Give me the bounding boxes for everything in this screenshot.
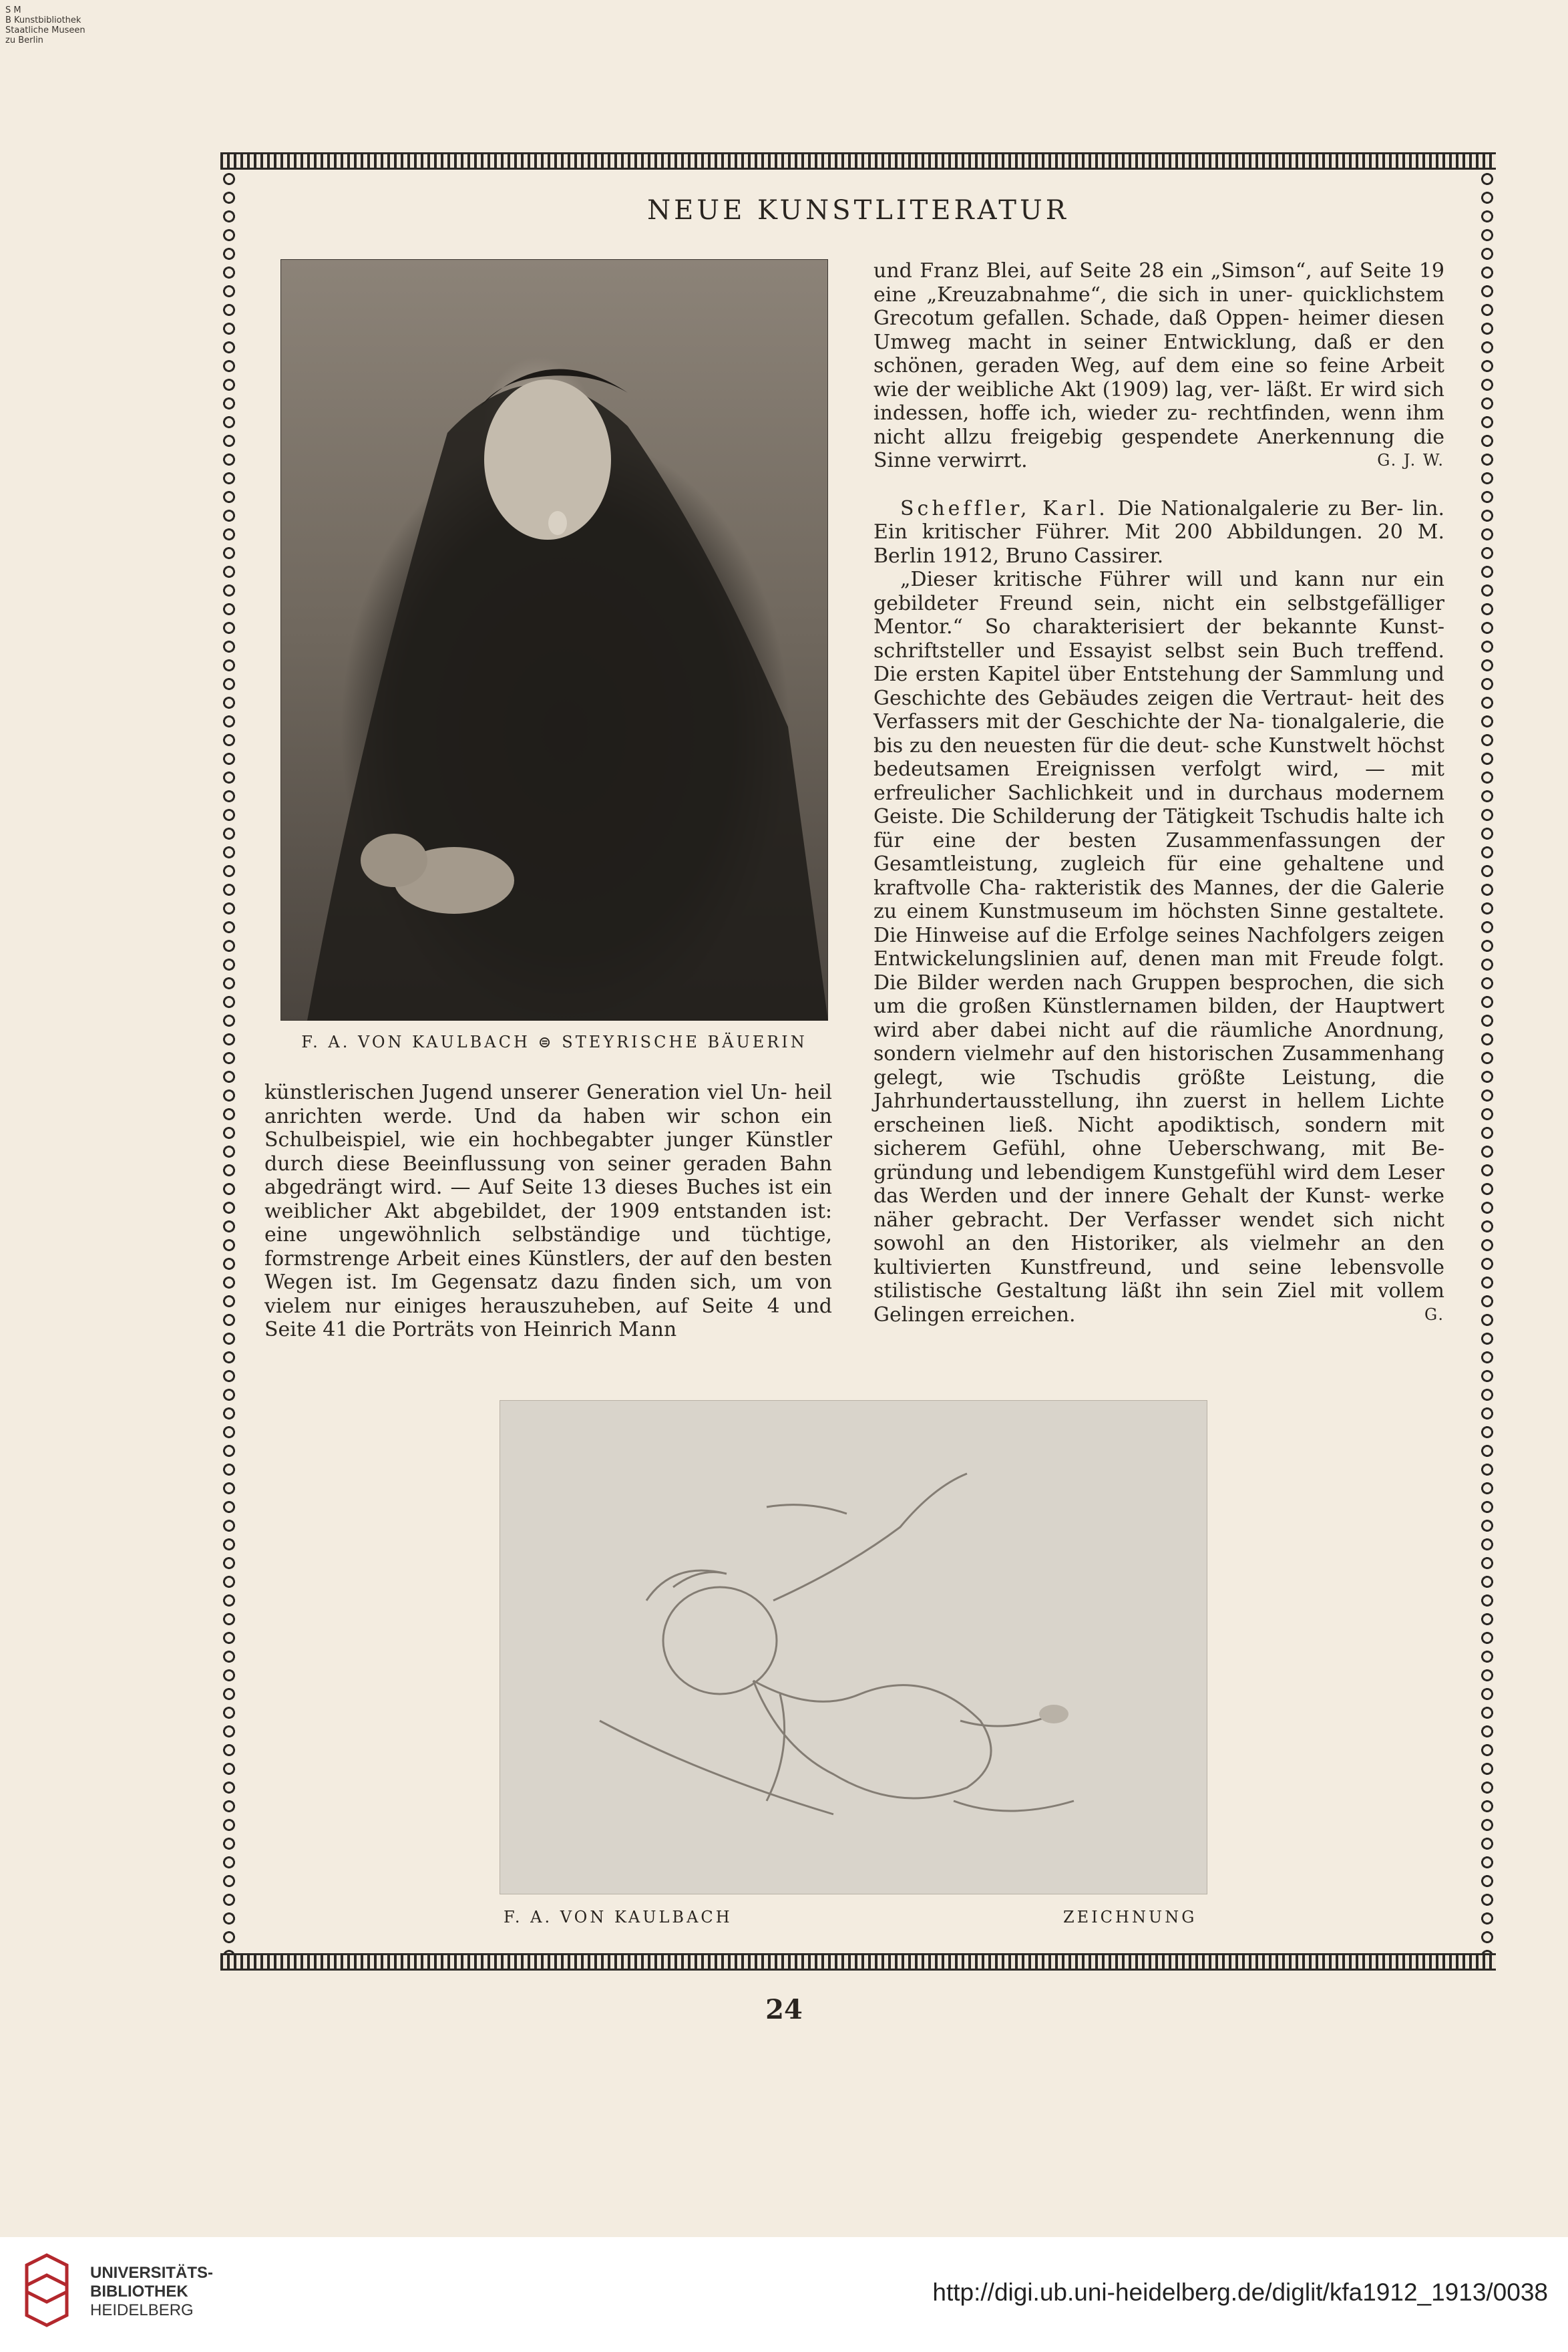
left-text-column xyxy=(264,1081,832,1342)
text-line: Anerkennung die Sinne verwirrt. xyxy=(873,425,1445,472)
text-line: Gelingen erreichen. xyxy=(873,1303,1076,1327)
text-line: werke näher gebracht. Der Verfasser wendet sich xyxy=(873,1184,1444,1232)
stamp-line: S M xyxy=(5,5,21,15)
text-line: in durchaus modernem Geiste. Die Schilderung xyxy=(873,781,1444,828)
text-line: verfolgt wird, — mit erfreulicher Sachlichkeit und xyxy=(873,758,1444,805)
ornamental-border-top xyxy=(220,152,1496,170)
text-line: ist: eine ungewöhnlich selbständige und tüchtige, xyxy=(264,1199,832,1246)
text-line: quicklichstem Grecotum gefallen. Schade, daß Oppen- xyxy=(873,283,1444,330)
text-line: der Tätigkeit Tschudis halte ich für eine der xyxy=(873,805,1444,852)
text-line: besten Wegen ist. Im Gegensatz dazu finden sich, xyxy=(264,1246,832,1294)
text-line: rakteristik des Mannes, der die Galerie zu einem xyxy=(873,876,1444,923)
text-line: rechtfinden, wenn ihm nicht allzu freigebig gespendete xyxy=(873,401,1444,449)
text-line: Die ersten Kapitel über Entstehung der Sammlung xyxy=(873,663,1398,686)
text-line: schriftsteller und Essayist selbst sein Buch treffend. xyxy=(873,639,1444,663)
university-logo-icon xyxy=(20,2252,73,2329)
review-paragraph-1 xyxy=(873,259,1444,473)
portrait-painting xyxy=(280,259,828,1021)
text-line: Hinweise auf die Erfolge seines Nachfolgers zeigen xyxy=(915,923,1445,947)
ornamental-border-bottom xyxy=(220,1953,1496,1971)
text-line: heit des Verfassers mit der Geschichte der Na- xyxy=(873,686,1444,733)
page-frame xyxy=(220,152,1496,1971)
right-text-column xyxy=(873,259,1444,1327)
stamp-line: B Kunstbibliothek xyxy=(5,15,81,25)
text-line: Leser das Werden und der innere Gehalt der Kunst- xyxy=(873,1160,1444,1208)
text-line: nicht sowohl an den Historiker, als vielmehr an xyxy=(873,1208,1444,1255)
text-line: ein weiblicher Akt abgebildet, der 1909 entstanden xyxy=(264,1176,832,1223)
page-header: NEUE KUNSTLITERATUR xyxy=(647,195,1069,226)
text-line: Seite 19 eine „Kreuzabnahme“, die sich in uner- xyxy=(873,259,1445,307)
ornamental-border-right xyxy=(1479,170,1496,1953)
text-line: Anordnung, sondern vielmehr auf den historischen xyxy=(873,1018,1444,1065)
text-line: mit sicherem Gefühl, ohne Ueberschwang, mit Be- xyxy=(873,1113,1444,1160)
infant-drawing xyxy=(500,1400,1207,1894)
entry-author: Scheffler, Karl. xyxy=(900,496,1109,520)
portrait-figure xyxy=(280,259,828,1021)
text-line: durch diese Beeinflussung von seiner geraden Bahn xyxy=(264,1152,832,1176)
text-line: lin. Ein kritischer Führer. Mit 200 Abbildungen. xyxy=(873,496,1444,544)
page-number: 24 xyxy=(765,1994,803,2025)
text-line: gebildeter Freund sein, nicht ein selbstgefälliger xyxy=(873,591,1444,615)
text-line: sche Kunstwelt höchst bedeutsamen Ereignissen xyxy=(873,733,1444,781)
text-line: Lichte erscheinen ließ. Nicht apodiktisch, sondern xyxy=(873,1089,1444,1137)
text-line: Hauptwert wird aber dabei nicht auf die räumliche xyxy=(873,995,1444,1042)
text-line: die sich um die großen Künstlernamen bilden, der xyxy=(873,971,1445,1018)
text-line: heimer diesen Umweg macht in seiner Entwicklung, xyxy=(873,307,1444,354)
author-signature: G. xyxy=(1424,1305,1444,1324)
text-line: künstlerischen Jugend unserer Generation viel Un- xyxy=(264,1081,787,1104)
logo-line: UNIVERSITÄTS- xyxy=(90,2264,214,2282)
text-line: besten Zusammenfassungen der Gesamtleistung, xyxy=(873,828,1444,876)
text-line: läßt. Er wird sich indessen, hoffe ich, wieder zu- xyxy=(873,377,1444,425)
text-line: Mentor.“ So charakterisiert der bekannte Kunst- xyxy=(873,615,1444,639)
text-line: um von vielem nur einiges herauszuheben, auf xyxy=(264,1271,832,1318)
text-line: und Franz Blei, auf Seite 28 ein „Simson“, auf xyxy=(873,259,1352,283)
text-line: die Jahrhundertausstellung, ihn zuerst in hellem xyxy=(873,1065,1444,1113)
author-signature: G. J. W. xyxy=(1377,451,1444,470)
logo-line: BIBLIOTHEK xyxy=(90,2283,188,2301)
text-line: Kunstmuseum im höchsten Sinne gestaltete. Die xyxy=(873,900,1444,947)
review-paragraph-2 xyxy=(873,568,1444,1327)
stamp-line: Staatliche Museen xyxy=(5,25,85,35)
text-line: „Dieser kritische Führer will und kann nur ein xyxy=(900,568,1444,591)
ornamental-border-left xyxy=(220,170,238,1953)
text-line: und Geschichte des Gebäudes zeigen die Vertraut- xyxy=(873,663,1444,710)
text-line: 20 M. Berlin 1912, Bruno Cassirer. xyxy=(873,520,1445,568)
text-line: Seite 4 und Seite 41 die Porträts von Heinrich Mann xyxy=(264,1294,833,1341)
portrait-caption: F. A. VON KAULBACH ⊜ STEYRISCHE BÄUERIN xyxy=(301,1033,807,1051)
university-name xyxy=(90,2264,213,2320)
text-line: tionalgalerie, die bis zu den neuesten für die deut- xyxy=(873,710,1444,758)
text-line: Die Nationalgalerie zu Ber- xyxy=(1117,496,1404,520)
stamp-line: zu Berlin xyxy=(5,35,43,45)
library-stamp xyxy=(5,5,85,45)
text-line: den kultivierten Kunstfreund, und seine lebensvolle xyxy=(873,1232,1444,1279)
text-line: feine Arbeit wie der weibliche Akt (1909) lag, ver- xyxy=(873,354,1444,401)
text-line: Entwickelungslinien auf, denen man mit Freude xyxy=(873,947,1382,971)
text-line: zugleich für eine gehaltene und kraftvolle Cha- xyxy=(873,852,1444,900)
text-line: Schulbeispiel, wie ein hochbegabter junger Künstler xyxy=(264,1128,832,1152)
permalink-url[interactable]: http://digi.ub.uni-heidelberg.de/diglit/kfa1912_1913/0038 xyxy=(932,2279,1548,2306)
text-line: heil anrichten werde. Und da haben wir schon ein xyxy=(264,1081,833,1128)
text-line: folgt. Die Bilder werden nach Gruppen besprochen, xyxy=(873,947,1444,995)
text-line: abgedrängt wird. — Auf Seite 13 dieses Buches ist xyxy=(264,1176,793,1199)
text-line: stilistische Gestaltung läßt ihn sein Ziel mit vollem xyxy=(873,1279,1444,1303)
text-line: gründung und lebendigem Kunstgefühl wird dem xyxy=(873,1160,1380,1184)
drawing-caption-title: ZEICHNUNG xyxy=(1063,1908,1197,1926)
text-line: daß er den schönen, geraden Weg, auf dem eine so xyxy=(873,330,1445,377)
text-line: Zusammenhang gelegt, wie Tschudis größte Leistung, xyxy=(873,1042,1444,1089)
footer-bar xyxy=(0,2237,1568,2352)
sketch-figure xyxy=(500,1400,1207,1894)
logo-line: HEIDELBERG xyxy=(90,2301,194,2319)
bibliographic-entry xyxy=(873,497,1444,568)
drawing-caption-artist: F. A. VON KAULBACH xyxy=(504,1908,733,1926)
text-line: formstrenge Arbeit eines Künstlers, der auf den xyxy=(264,1246,757,1271)
